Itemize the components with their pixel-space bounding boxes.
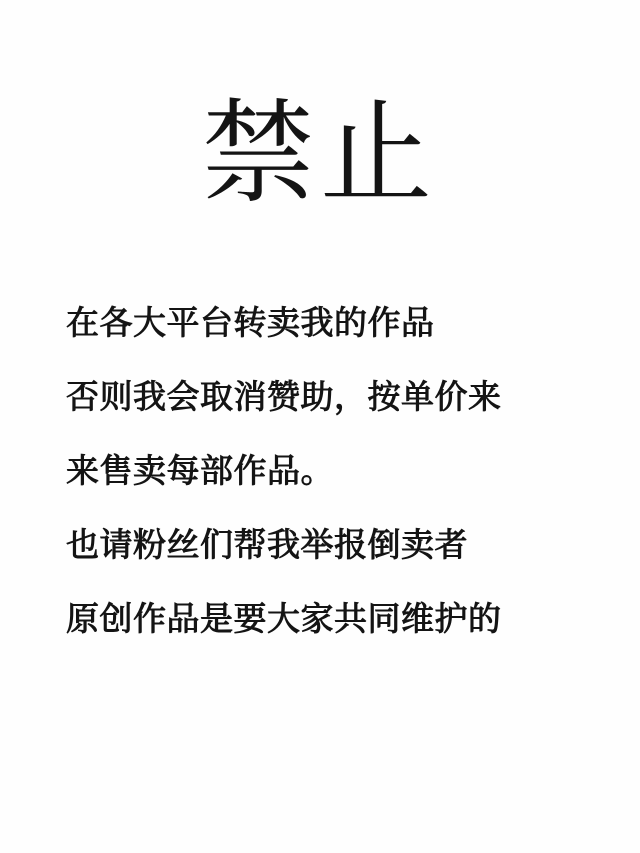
page-title: 禁止 bbox=[202, 89, 438, 219]
headline-container bbox=[0, 89, 640, 219]
notice-line: 原创作品是要大家共同维护的 bbox=[66, 598, 502, 638]
notice-line: 否则我会取消赞助，按单价来 bbox=[66, 376, 502, 416]
notice-line: 来售卖每部作品。 bbox=[66, 450, 334, 490]
notice-line: 在各大平台转卖我的作品 bbox=[66, 302, 435, 342]
notice-body bbox=[0, 302, 640, 638]
notice-line: 也请粉丝们帮我举报倒卖者 bbox=[66, 524, 468, 564]
